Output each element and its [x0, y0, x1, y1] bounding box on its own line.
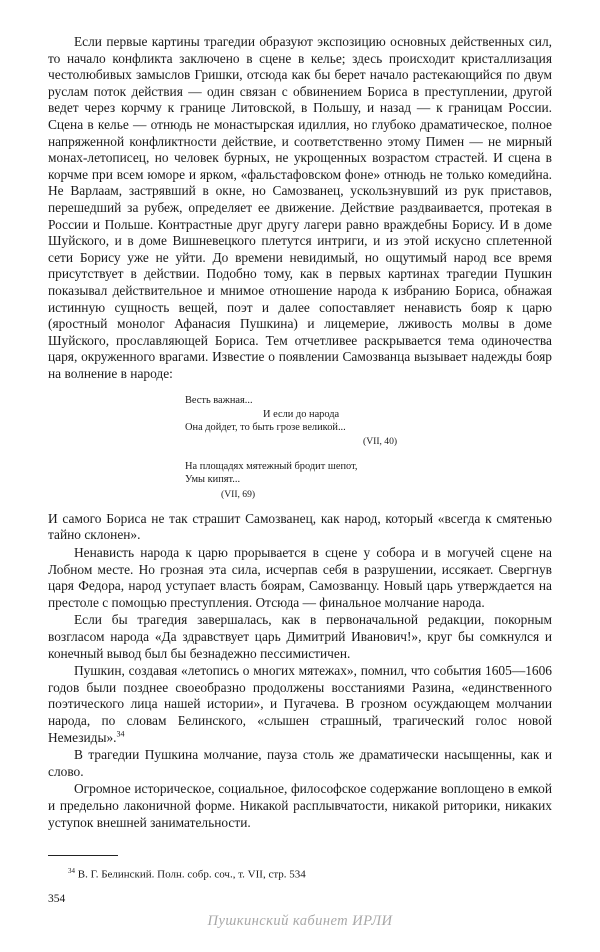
footnote-marker: 34 — [68, 867, 75, 875]
paragraph-1: Если первые картины трагедии образуют экспозицию основных действенных сил, то начало конфликта заключено в сцене в келье; здесь происходит кристаллизация честолюбивых замыслов Гришки, отсюда как бы берет начало растекающийся по двум руслам поток действия — один связан с обвинением Бориса в преступлении, другой ведет через корчму к границе Литовской, в Польшу, и назад — к границам России. Сцена в келье — отнюдь не монастырская идиллия, но глубоко драматическое, полное напряженной конфликтности действие, и соответственно этому Пимен — не мирный монах-летописец, но человек бурных, не укрощенных возрастом страстей. И сцена в корчме при всем юморе и ярком, «фальстафовском фоне» отнюдь не только комедийна. Не Варлаам, застрявший в окне, но Самозванец, ускользнувший из рук приставов, перешедший за рубеж, определяет ее движение. Действие раздваивается, протекая в России и Польше. Контрастные друг другу лагери равно враждебны Борису. И в доме Шуйского, и в доме Вишневецкого плетутся интриги, и из этой искусно сплетенной сети Борису уже не уйти. До времени невидимый, но ощутимый народ все время присутствует в действии. Подобно тому, как в первых картинах трагедии Пушкин показывал действительное и мнимое отношение народа к избранию Бориса, обнажая истинную сущность вещей, поэт и далее сопоставляет ненависть бояр к царю (яростный монолог Афанасия Пушкина) и лицемерие, лживость молвы в доме Шуйского, прославляющей Бориса. Тем отчетливее раскрывается тема одиночества царя, окруженного врагами. Известие о появлении Самозванца вызывает надежды бояр на волнение в народе: — [48, 34, 552, 381]
verse-line: Она дойдет, то быть грозе великой... — [185, 421, 346, 433]
paragraph-5 — [48, 663, 552, 746]
verse-line: Умы кипят... — [185, 474, 241, 486]
page-number: 354 — [48, 893, 66, 905]
paragraph-4: Если бы трагедия завершалась, как в первоначальной редакции, покорным возгласом народа «Да здравствует царь Димитрий Иванович!», круг бы сомкнулся и конечный вывод был бы безнадежно пессимистичен. — [48, 612, 552, 661]
verse-line: На площадях мятежный бродит шепот, — [185, 461, 358, 473]
paragraph-5-text: Пушкин, создавая «летопись о многих мятежах», помнил, что события 1605—1606 годов были позднее своеобразно продолжены восстаниями Разина, «единственного поэтического лица нашей истории», и Пугачева. В грозном осуждающем молчании народа, по словам Белинского, «слышен страшный, трагический голос новой Немезиды». — [48, 663, 552, 745]
verse-quote-1 — [185, 394, 552, 500]
footnote-text: В. Г. Белинский. Полн. собр. соч., т. VII, стр. 534 — [77, 868, 306, 881]
paragraph-7: Огромное историческое, социальное, философское содержание воплощено в емкой и предельно лаконичной форме. Никакой расплывчатости, никакой риторики, никаких уступок внешней занимательности. — [48, 781, 552, 830]
footnote-reference: 34 — [116, 729, 125, 739]
paragraph-2: И самого Бориса не так страшит Самозванец, как народ, который «всегда к смятенью тайно склонен». — [48, 510, 552, 543]
paragraph-3: Ненависть народа к царю прорывается в сцене у собора и в могучей сцене на Лобном месте. Но грозная эта сила, исчерпав себя в разрушении, иссякает. Свергнув царя Федора, народ уступает власть боярам, Самозванцу. Новый царь утверждается на престоле с помощью преступления. Отсюда — финальное молчание народа. — [48, 545, 552, 610]
verse-reference: (VII, 40) — [363, 436, 398, 448]
verse-line: Весть важная... — [185, 395, 253, 407]
footnote — [68, 864, 306, 882]
verse-reference: (VII, 69) — [221, 488, 256, 500]
footnote-divider — [48, 855, 118, 856]
page-body — [48, 34, 552, 831]
paragraph-6: В трагедии Пушкина молчание, пауза столь же драматически насыщенны, как и слово. — [48, 747, 552, 779]
watermark: Пушкинский кабинет ИРЛИ — [207, 913, 393, 929]
verse-line: И если до народа — [263, 408, 340, 420]
